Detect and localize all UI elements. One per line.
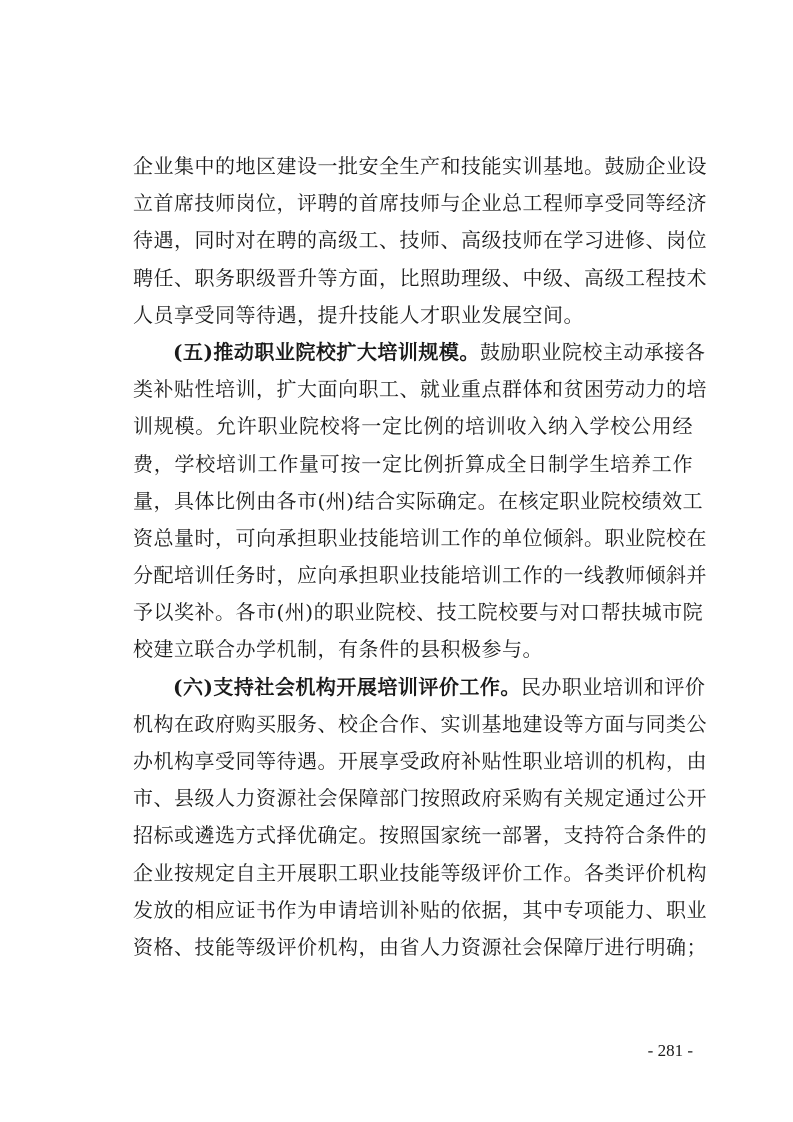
text-line [133, 334, 706, 371]
text-line: 办机构享受同等待遇。开展享受政府补贴性职业培训的机构，由 [133, 749, 707, 773]
text-line: 人员享受同等待遇，提升技能人才职业发展空间。 [133, 302, 584, 327]
text-line: 招标或遴选方式择优确定。按照国家统一部署，支持符合条件的 [133, 823, 707, 848]
body-text [133, 148, 707, 966]
page-number: - 281 - [647, 1041, 693, 1060]
text-run: 民办职业培训和评价 [520, 674, 706, 699]
text-line: 资总量时，可向承担职业技能培训工作的单位倾斜。职业院校在 [133, 525, 707, 550]
text-line: 予以奖补。各市(州)的职业院校、技工院校要与对口帮扶城市院 [133, 600, 704, 625]
text-line: 费，学校培训工作量可按一定比例折算成全日制学生培养工作 [133, 451, 693, 476]
paragraph-3 [133, 669, 707, 967]
text-line: 企业按规定自主开展职工职业技能等级评价工作。各类评价机构 [133, 860, 707, 885]
text-line: 量，具体比例由各市(州)结合实际确定。在核定职业院校绩效工 [133, 488, 704, 513]
text-line: 发放的相应证书作为申请培训补贴的依据，其中专项能力、职业 [133, 897, 707, 922]
paragraph-1 [133, 148, 707, 334]
section-heading-6: (六)支持社会机构开展培训评价工作。 [173, 674, 521, 699]
text-line: 分配培训任务时，应向承担职业技能培训工作的一线教师倾斜并 [133, 563, 707, 588]
text-line: 机构在政府购买服务、校企合作、实训基地建设等方面与同类公 [133, 711, 707, 736]
text-run: 鼓励职业院校主动承接各 [479, 339, 706, 364]
text-line: 资格、技能等级评价机构，由省人力资源社会保障厅进行明确； [133, 934, 707, 959]
text-line: 类补贴性培训，扩大面向职工、就业重点群体和贫困劳动力的培 [133, 377, 707, 402]
text-line [133, 669, 706, 706]
paragraph-2 [133, 334, 707, 669]
text-line: 待遇，同时对在聘的高级工、技师、高级技师在学习进修、岗位 [133, 228, 707, 253]
text-line: 市、县级人力资源社会保障部门按照政府采购有关规定通过公开 [133, 786, 707, 811]
text-line: 校建立联合办学机制，有条件的县积极参与。 [133, 637, 543, 662]
section-heading-5: (五)推动职业院校扩大培训规模。 [173, 339, 480, 364]
text-line: 企业集中的地区建设一批安全生产和技能实训基地。鼓励企业设 [133, 154, 707, 178]
text-line: 聘任、职务职级晋升等方面，比照助理级、中级、高级工程技术 [133, 265, 707, 290]
text-line: 立首席技师岗位，评聘的首席技师与企业总工程师享受同等经济 [133, 191, 707, 216]
text-line: 训规模。允许职业院校将一定比例的培训收入纳入学校公用经 [133, 414, 693, 439]
